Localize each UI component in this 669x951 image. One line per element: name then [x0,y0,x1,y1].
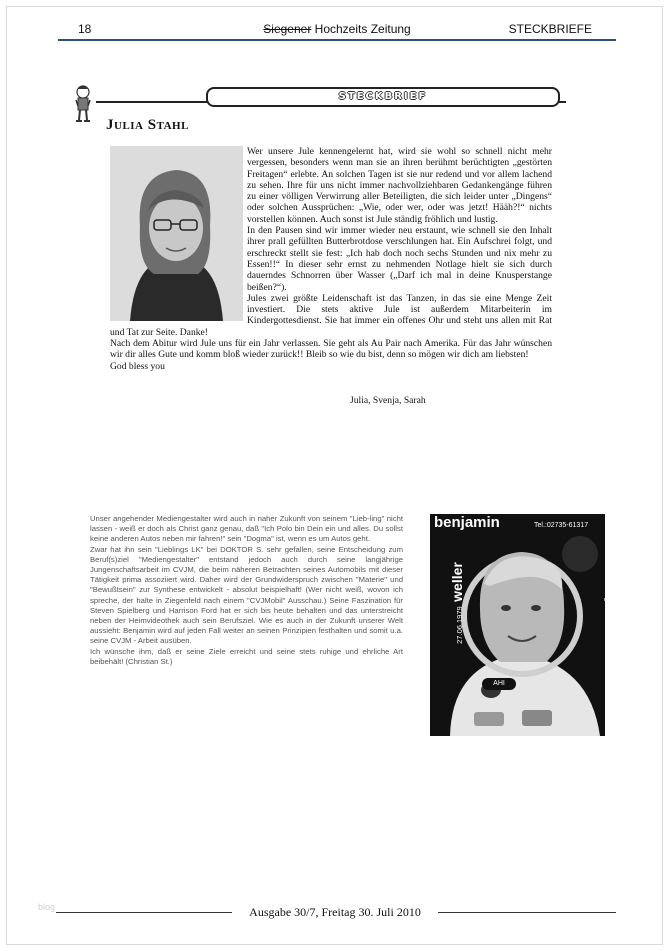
issue-line: Ausgabe 30/7, Freitag 30. Juli 2010 [249,905,421,919]
profile-signature: Julia, Svenja, Sarah [350,395,426,406]
profile-paragraph: Wer unsere Jule kennengelernt hat, wird sie wohl so schnell nicht mehr vergessen, besonders wenn man sie an ihren berühmt berüchtigten „gestörten Freitagen“ erlebte. An solchen Tagen ist sie nur redend und vor allem lachend zu sehen. Ihre für uns nicht immer nachvollziehbaren Gedankengänge führen zu einer völligen Verwirrung aller Beteiligten, die sich leider unter „Dingens“ oder solchen Aussprüchen: „Wie, oder wer, oder was jetzt! Hääh?!“ nichts vorstellen können. Auch sonst ist Jule ständig fröhlich und lustig. [247,146,552,225]
header-rule [58,39,616,41]
watermark-text: blog [38,902,56,912]
profile2-text [90,514,403,667]
profile-text [110,146,552,372]
photo-address: Am Heckengarten 8 · 57290 Ne... [603,564,611,661]
footer-rule-left [56,912,232,913]
steckbrief-banner: STECKBRIEF [206,87,560,107]
section-name: STECKBRIEFE [508,22,592,36]
photo-first-name: benjamin [434,514,500,531]
photo-vertical-name [449,548,467,658]
profile2-paragraph: Zwar hat ihn sein "Lieblings LK" bei DOKTOR S. sehr gefallen, seine Entscheidung zum Beruf(s)ziel "Mediengestalter" entstand jedoch auch durch seine langjährige Jungenschaftsarbeit im CVJM, die beim näheren Betrachten seines Automobils mit dieser Tätigkeit prima assoziiert wird. Daher wird der Grundwiderspruch zwischen "Materie" und "Bewußtsein" zur Synthese entwickelt - absolut beispielhaft! (Wer nicht weiß, wovon ich spreche, der halte in Ziegenfeld nach einem "CVJMobil" Ausschau.) Seine Faszination für Steven Spielberg und Harrison Ford hat er sich bis heute behalten und das unterstreicht neben der Heimvideothek auch sein Berufsziel. Wie es auch in der Zukunft unserer Welt aussieht: Benjamin wird auf jeden Fall weiter an seinen Prinzipien festhalten und somit u.a. seine CVJM - Arbeit ausüben. [90,544,403,646]
suit-patch: AHI [482,678,516,690]
astronaut-photo [430,514,611,736]
mascot-figure-icon [72,84,94,124]
page-number: 18 [78,22,92,36]
struck-title-word: Siegener [263,22,312,36]
profile-name: Julia Stahl [106,117,189,133]
profile2-paragraph: Unser angehender Mediengestalter wird auch in naher Zukunft von seinem "Lieb-ling" nicht lassen - weiß er doch als Christ ganz genau, daß "Ich Polo bin Dein ein und alles. Du sollst keine anderen Autos neben mir fahren!" sein "Dogma" ist, wenn es um Autos geht. [90,514,403,544]
title-rest: Hochzeits Zeitung [314,22,411,36]
profile-paragraph: In den Pausen sind wir immer wieder neu erstaunt, wie schnell sie den Inhalt ihrer prall gefüllten Butterbrotdose verschlungen hat. Ein Aufschrei folgt, und erschreckt stellt sie fest: „Ich hab doch noch sechs Stunden und nix mehr zu Essen!!“ In dieser sehr ernst zu nehmenden Notlage hielt sie sich durch dauerndes Schnorren über Wasser („Darf ich mal in deine Knusperstange beißen?“). [247,225,552,293]
photo-telephone: Tel.:02735-61317 [534,522,589,529]
profile2-paragraph: Ich wünsche ihm, daß er seine Ziele erreicht und seine stets ruhige und ehrliche Art beibehält! (Christian St.) [90,646,403,666]
profile-paragraph: God bless you [110,360,165,372]
photo-birthdate: 27.06.1979 [455,606,464,644]
photo-spacer [110,146,247,324]
footer-rule-right [438,912,616,913]
profile-paragraph: Nach dem Abitur wird Jule uns für ein Jahr verlassen. Sie geht als Au Pair nach Amerika. Für das Jahr wünschen wir dir alles Gute und komm bloß wieder zurück!! Bleib so wie du bist, denn so mögen wir dich am liebsten! [110,338,552,361]
profile-paragraph: Jules zwei größte Leidenschaft ist das Tanzen, in das sie eine Menge Zeit investiert. Die stets aktive Jule ist außerdem Mitarbeiterin im Kindergottesdienst. Sie hat immer ein offenes Ohr und steht uns allen mit Rat und Tat zur Seite. Danke! [110,292,552,338]
photo-surname: weller [449,562,465,602]
running-header [58,22,616,40]
